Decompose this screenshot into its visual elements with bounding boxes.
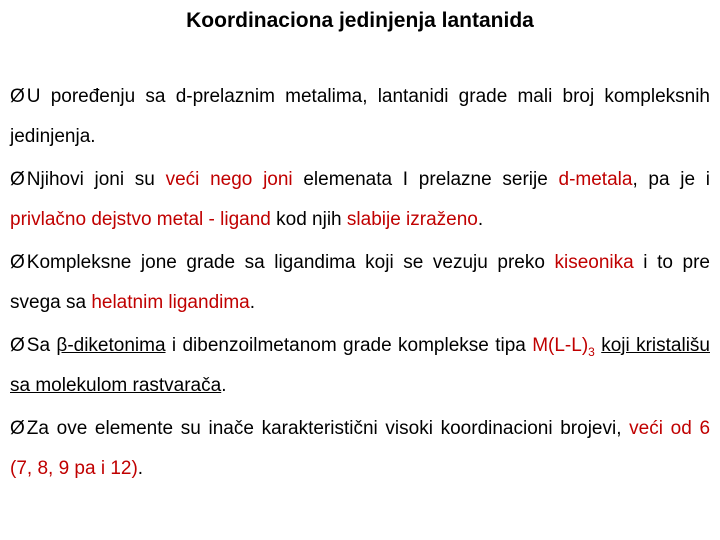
underlined-text: koji kristališu sa molekulom rastvarača	[10, 335, 710, 396]
subscript-text: 3	[588, 344, 595, 359]
bullet-item-3	[10, 243, 710, 323]
bullet-text: i dibenzoilmetanom grade komplekse tipa	[165, 335, 533, 356]
bullet-list	[10, 77, 710, 492]
highlight-text: slabije izraženo	[346, 209, 478, 230]
bullet-text: Kompleksne jone grade sa ligandima koji se vezuju preko	[26, 252, 555, 273]
arrow-bullet-icon: Ø	[10, 86, 25, 107]
bullet-text: Za ove elemente su inače karakteristični visoki koordinacioni brojevi,	[26, 418, 630, 439]
bullet-text: .	[221, 375, 227, 396]
bullet-text: kod njih	[270, 209, 347, 230]
highlight-text: veći od 6 (7, 8, 9 pa i 12)	[10, 418, 711, 479]
bullet-text: , pa je i	[632, 169, 710, 190]
arrow-bullet-icon: Ø	[10, 335, 25, 356]
highlight-text: d-metala	[558, 169, 633, 190]
bullet-item-2	[10, 160, 710, 240]
bullet-text: Njihovi joni su	[26, 169, 166, 190]
bullet-text: .	[249, 292, 256, 313]
underlined-text: β-diketonima	[56, 335, 166, 356]
bullet-text: i to pre svega sa	[10, 252, 710, 313]
highlight-text: privlačno dejstvo metal - ligand	[10, 209, 271, 230]
arrow-bullet-icon: Ø	[10, 252, 25, 273]
bullet-item-5	[10, 409, 710, 489]
bullet-text: .	[477, 209, 484, 230]
arrow-bullet-icon: Ø	[10, 169, 25, 190]
highlight-text: helatnim ligandima	[91, 292, 250, 313]
slide-title: Koordinaciona jedinjenja lantanida	[186, 9, 534, 32]
bullet-item-1	[10, 77, 710, 157]
bullet-text: .	[137, 458, 144, 479]
highlight-text: kiseonika	[554, 252, 634, 273]
bullet-item-4	[10, 326, 710, 406]
highlight-text: veći nego joni	[165, 169, 293, 190]
bullet-text: Sa	[26, 335, 57, 356]
bullet-text: U poređenju sa d-prelaznim metalima, lantanidi grade mali broj kompleksnih jedinjenja.	[10, 86, 710, 147]
bullet-text: elemenata I prelazne serije	[292, 169, 559, 190]
arrow-bullet-icon: Ø	[10, 418, 25, 439]
highlight-text: M(L-L)	[532, 335, 589, 356]
